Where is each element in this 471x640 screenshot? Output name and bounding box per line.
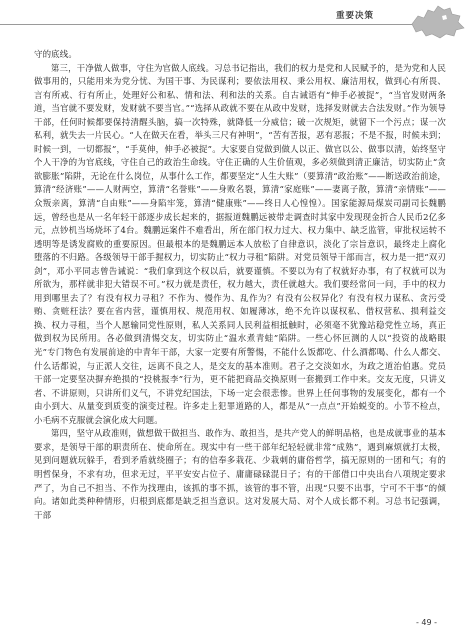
section-title: 重要决策 xyxy=(336,11,375,21)
paragraph: 守的底线。 xyxy=(34,49,77,59)
page-number: - 49 - xyxy=(416,618,438,627)
map-silhouette-icon xyxy=(372,2,468,42)
page-header xyxy=(0,0,471,44)
paragraph: 第三，干净做人做事，守住为官做人底线。习总书记指出，我们的权力是党和人民赋予的，是为党和人民做事用的，只能用来为党分忧、为国干事、为民谋利；要依法用权、秉公用权、廉洁用权，做到心有所畏、言有所戒、行有所止，处理好公和私、情和法、利和法的关系。自古诫语有“伸手必被捉”，“当官发财两条道，当官就不要发财，发财就不要当官。”“选择从政就不要在从政中发财，选择发财就去合法发财。”作为领导干部，任何时候都要保持清醒头脑，搞一次特殊，就降低一分威信；破一次规矩，就留下一个污点；谋一次私利，就失去一片民心。“人在做天在看，举头三尺有神明”，“苦有苦报，恶有恶报；不是不报，时候未到；时候一到，一切都报”，“手莫伸，伸手必被捉”。大家要自觉做到做人以正、做官以公、做事以清，始终坚守个人干净的为官底线，守住自己的政治生命线。守住正确的人生价值观，多必须做到清正廉洁，切实防止“贪欲膨胀”陷阱，无论在什么岗位，从事什么工作，都要坚定“人生大账”（要算清“政治账”——断送政治前途，算清“经济账”——人财两空，算清“名誉账”——身败名裂，算清“家庭账”——妻离子散，算清“亲情账”——众叛亲离，算清“自由账”——身陷牢笼，算清“健康账”——终日人心惶惶）。国家能源局煤炭司副司长魏鹏远，曾经也是从一名年轻干部逐步成长起来的，据报道魏鹏远被带走调查时其家中发现现金折合人民币2亿多元，点钞机当场烧坏了4台。魏鹏远案件不难看出，所在部门权力过大、权力集中、缺乏监管，审批权运转不透明等是诱发腐败的重要原因。但最根本的是魏鹏远本人放松了自律意识，淡化了宗旨意识，最终走上腐化堕落的不归路。各级领导干部手握权力，切实防止“权力寻租”陷阱。对党员领导干部而言，权力是一把“双刃剑”，邓小平同志曾告诫说：“我们拿到这个权以后，就要谨慎。不要以为有了权就好办事，有了权就可以为所欲为，那样就非犯大错误不可。”权力就是责任，权力越大，责任就越大。我们要经常问一问，手中的权力用到哪里去了？有没有权力寻租？不作为、慢作为、乱作为？有没有公权异化？有没有权力谋私、贪污受贿、贪赃枉法？要在省内营，谨慎用权、规范用权、如履薄冰，绝不允许以谋权私、借权营私、损利益交换、权力寻租，当个人愿输同党性原则，私人关系同人民利益相抵触时，必须毫不犹豫站稳党性立场，真正做到权为民所用。各必做到清惕交友，切实防止“温水煮青蛙”陷阱。一些心怀叵测的人以“投资的战略眼光”专门物色有发展前途的中青年干部，大家一定要有所警惕，不能什么饭都吃、什么酒都喝、什么人都交、什么话都说，与正派人交往，远离不良之人，是交友的基本准则。君子之交淡如水，为政之道治伯惠。党员干部一定要坚决摒弃绝损的“投桃报李”行为，更不能把商品交换原则一套搬到工作中来。交友无度，只讲义者、不讲原则，只讲所们义气，不讲党纪国法，下场一定会很悲惨。世界上任何事物的发展变化，都有一个由小到大、从量变到质变的演变过程。许多走上犯罪道路的人，都是从“一点点”开始蜕变的。小节不检点，小毛病不克服就会演化成大问题。 xyxy=(34,62,446,425)
paragraph: 第四，坚守从政准则，做想做干做担当、敢作为、敢担当，是共产党人的鲜明品格，也是成就事业的基本要求，是领导干部的职责所在、使命所在。现实中有一些干部年纪轻轻就非常“成熟”，遇到麻烦就打太极，见到问题就玩躲手，看到矛盾就绕圈子；有的信奉多栽花、少栽刺的庸俗哲学，搞无原则的一团和气；有的明哲保身，不求有功，但求无过，平平安安占位子、庸庸碌碌混日子；有的干部借口中央出台八项规定要求严了，为自己不担当、不作为找理由，该抓的事不抓，该管的事不管，出现“只要不出事，宁可不干事”的倾向。诸如此类种种情形，归根到底都是缺乏担当意识。这对发展大局、对个人成长都不利。习总书记强调，干部 xyxy=(34,428,446,520)
article-body xyxy=(34,48,446,522)
